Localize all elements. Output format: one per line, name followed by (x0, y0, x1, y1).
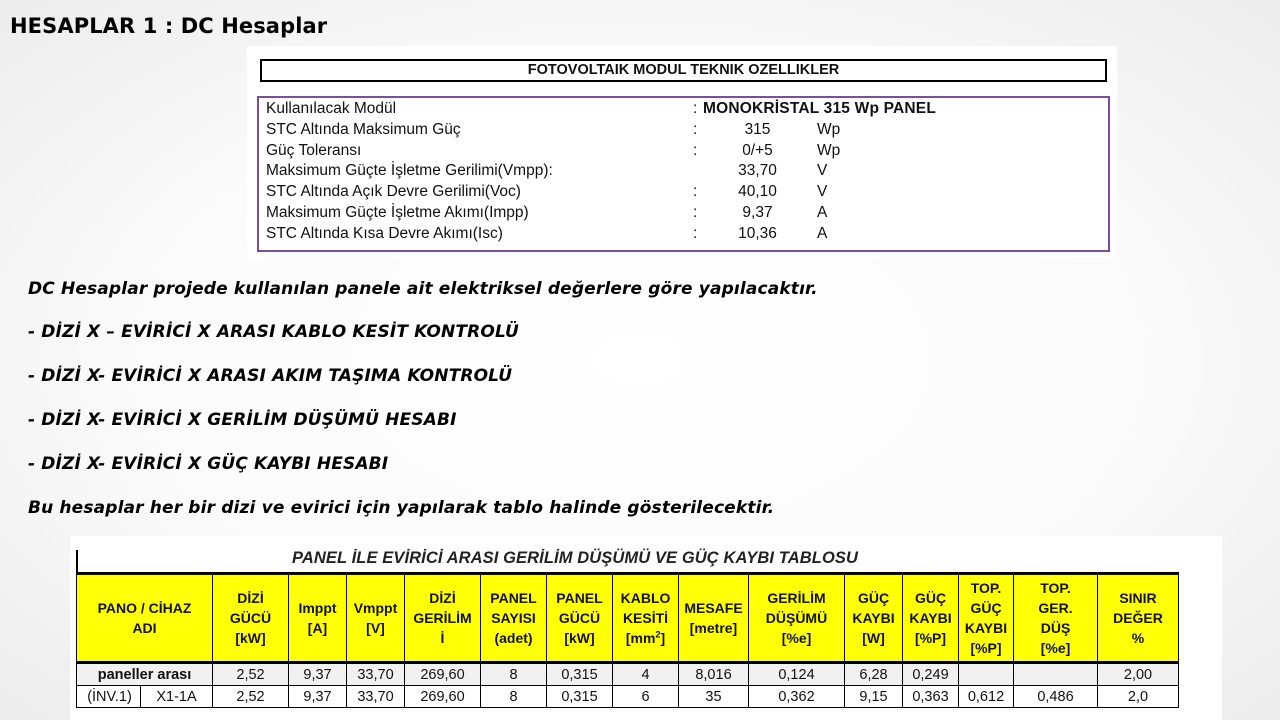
spec-value: 315 (744, 121, 771, 138)
cell-imppt: 9,37 (289, 663, 347, 686)
cell-kablo-kesiti: 6 (613, 686, 679, 708)
cell-dizi-gerilim: 269,60 (405, 686, 481, 708)
cell-top-guc-kaybi (959, 663, 1014, 686)
cell-dizi-gucu: 2,52 (213, 686, 289, 708)
spec-value: 40,10 (738, 183, 777, 200)
header-vmppt: Vmppt [V] (347, 574, 405, 663)
header-imppt: Imppt [A] (289, 574, 347, 663)
spec-colon: : (693, 204, 698, 221)
cell-top-ger-dus: 0,486 (1014, 686, 1098, 708)
spec-label: STC Altında Kısa Devre Akımı(Isc) (266, 225, 503, 242)
spec-unit: Wp (817, 121, 841, 138)
spec-unit: A (817, 225, 828, 242)
spec-label: STC Altında Açık Devre Gerilimi(Voc) (266, 183, 521, 200)
cell-sinir-deger: 2,0 (1098, 686, 1179, 708)
cell-panel-gucu: 0,315 (547, 686, 613, 708)
header-guc-kaybi-p: GÜÇ KAYBI [%P] (903, 574, 959, 663)
outro-paragraph: Bu hesaplar her bir dizi ve evirici için yapılarak tablo halinde gösterilecektir. (28, 498, 775, 518)
header-dizi-gerilim: DİZİ GERİLİM İ (405, 574, 481, 663)
spec-value: 0/+5 (742, 142, 773, 159)
header-panel-sayisi: PANEL SAYISI (adet) (481, 574, 547, 663)
table-row (77, 686, 1179, 708)
cell-kablo-kesiti: 4 (613, 663, 679, 686)
spec-value: 33,70 (738, 162, 777, 179)
header-pano: PANO / CİHAZ ADI (77, 574, 213, 663)
spec-row-vmpp (259, 161, 1108, 182)
header-panel-gucu: PANEL GÜCÜ [kW] (547, 574, 613, 663)
spec-label: STC Altında Maksimum Güç (266, 121, 461, 138)
cell-guc-kaybi-p: 0,249 (903, 663, 959, 686)
spec-box (257, 96, 1110, 252)
header-guc-kaybi-w: GÜÇ KAYBI [W] (845, 574, 903, 663)
cell-mesafe: 8,016 (679, 663, 749, 686)
spec-unit: V (817, 162, 828, 179)
spec-label: Güç Toleransı (266, 142, 362, 159)
spec-row-max-power (259, 120, 1108, 141)
header-top-ger-dus: TOP. GER. DÜŞ [%e] (1014, 574, 1098, 663)
table-title: PANEL İLE EVİRİCİ ARASI GERİLİM DÜŞÜMÜ VE GÜÇ KAYBI TABLOSU (292, 549, 859, 567)
header-kablo-kesiti: KABLO KESİTİ $[mm^2]$ (613, 574, 679, 663)
spec-value: 9,37 (742, 204, 773, 221)
cell-dizi-gerilim: 269,60 (405, 663, 481, 686)
list-item-voltage-drop: - DİZİ X- EVİRİCİ X GERİLİM DÜŞÜMÜ HESABI (28, 410, 457, 430)
cell-guc-kaybi-w: 9,15 (845, 686, 903, 708)
cell-vmppt: 33,70 (347, 686, 405, 708)
voltage-drop-table-image (70, 536, 1222, 720)
header-sinir-deger: SINIR DEĞER % (1098, 574, 1179, 663)
spec-row-tolerance (259, 141, 1108, 162)
spec-label: Kullanılacak Modül (266, 100, 397, 117)
cell-vmppt: 33,70 (347, 663, 405, 686)
cell-group: (İNV.1) (77, 686, 141, 708)
spec-colon: : (693, 100, 698, 117)
spec-colon: : (693, 121, 698, 138)
spec-colon: : (693, 142, 698, 159)
cell-name: X1-1A (141, 686, 213, 708)
list-item-cable-section: - DİZİ X – EVİRİCİ X ARASI KABLO KESİT KONTROLÜ (28, 322, 519, 342)
slide-title: HESAPLAR 1 : DC Hesaplar (10, 14, 328, 38)
intro-paragraph: DC Hesaplar projede kullanılan panele ait elektriksel değerlere göre yapılacaktır. (28, 279, 818, 299)
spec-label: Maksimum Güçte İşletme Gerilimi(Vmpp): (266, 162, 553, 179)
cell-top-ger-dus (1014, 663, 1098, 686)
cell-top-guc-kaybi: 0,612 (959, 686, 1014, 708)
spec-unit: Wp (817, 142, 841, 159)
spec-value: MONOKRİSTAL 315 Wp PANEL (703, 100, 937, 117)
spec-row-impp (259, 203, 1108, 224)
table-left-rule (76, 550, 78, 572)
header-gerilim-dusumu: GERİLİM DÜŞÜMÜ [%e] (749, 574, 845, 663)
cell-name: paneller arası (77, 663, 213, 686)
list-item-current-capacity: - DİZİ X- EVİRİCİ X ARASI AKIM TAŞIMA KONTROLÜ (28, 366, 513, 386)
cell-panel-gucu: 0,315 (547, 663, 613, 686)
spec-value: 10,36 (738, 225, 777, 242)
cell-dizi-gucu: 2,52 (213, 663, 289, 686)
spec-row-module (259, 99, 1108, 120)
cell-gerilim-dusumu: 0,362 (749, 686, 845, 708)
cell-panel-sayisi: 8 (481, 686, 547, 708)
list-item-power-loss: - DİZİ X- EVİRİCİ X GÜÇ KAYBI HESABI (28, 454, 389, 474)
header-dizi-gucu: DİZİ GÜCÜ [kW] (213, 574, 289, 663)
spec-unit: A (817, 204, 828, 221)
spec-header: FOTOVOLTAIK MODUL TEKNIK OZELLIKLER (260, 59, 1107, 82)
spec-label: Maksimum Güçte İşletme Akımı(Impp) (266, 204, 529, 221)
cell-guc-kaybi-p: 0,363 (903, 686, 959, 708)
table-header-row (77, 574, 1179, 663)
spec-row-isc (259, 224, 1108, 245)
header-mesafe: MESAFE [metre] (679, 574, 749, 663)
cell-mesafe: 35 (679, 686, 749, 708)
cell-sinir-deger: 2,00 (1098, 663, 1179, 686)
cell-guc-kaybi-w: 6,28 (845, 663, 903, 686)
cell-panel-sayisi: 8 (481, 663, 547, 686)
spec-colon: : (693, 225, 698, 242)
module-spec-sheet (247, 46, 1117, 258)
table-row (77, 663, 1179, 686)
header-top-guc-kaybi: TOP. GÜÇ KAYBI [%P] (959, 574, 1014, 663)
cell-gerilim-dusumu: 0,124 (749, 663, 845, 686)
spec-colon: : (693, 183, 698, 200)
spec-unit: V (817, 183, 828, 200)
cell-imppt: 9,37 (289, 686, 347, 708)
spec-row-voc (259, 182, 1108, 203)
voltage-drop-table (76, 572, 1179, 708)
